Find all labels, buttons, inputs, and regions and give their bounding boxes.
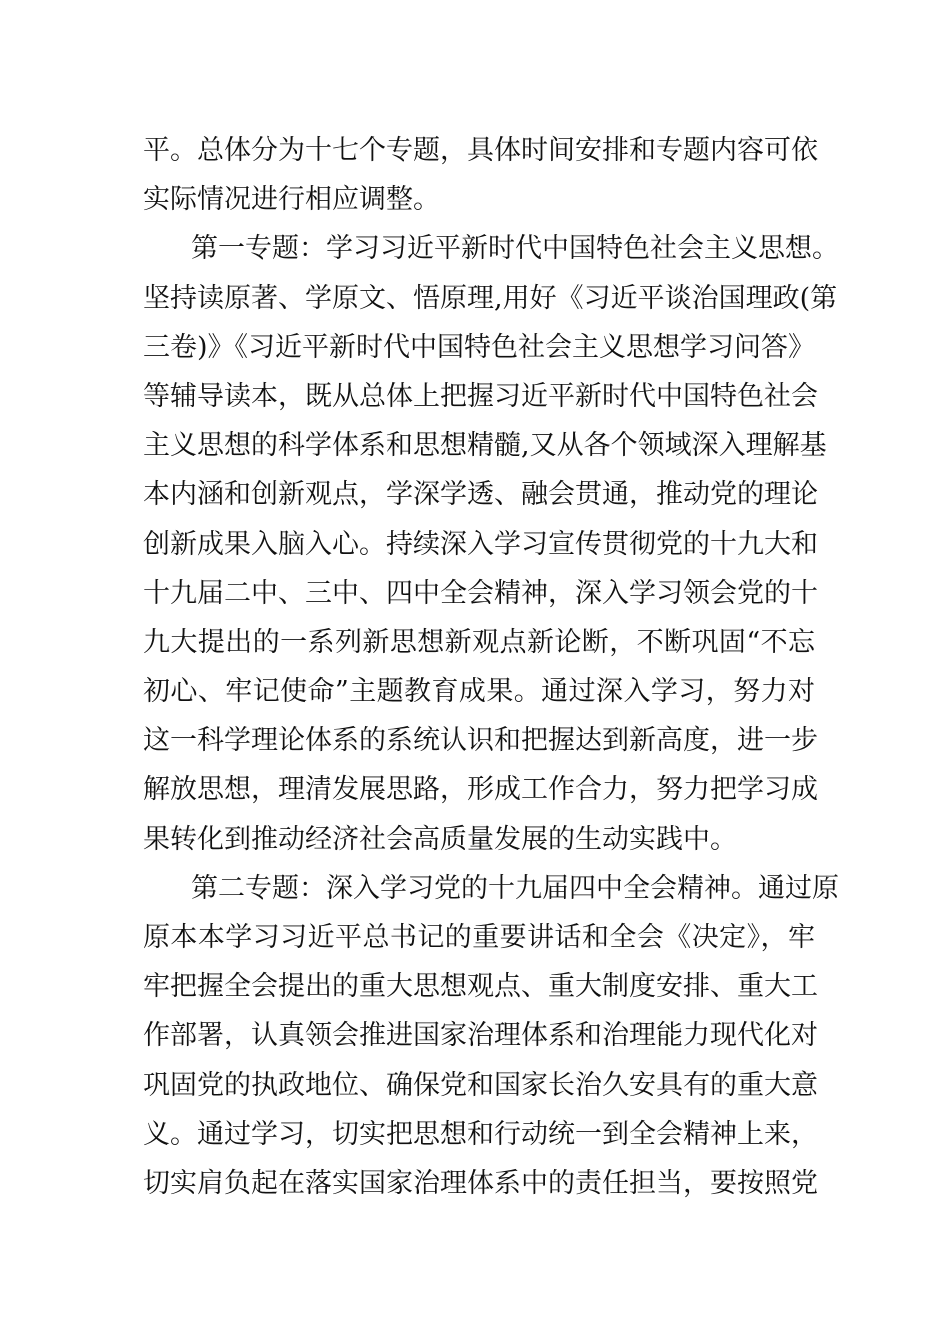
text-line: 果转化到推动经济社会高质量发展的生动实践中。 xyxy=(143,823,737,855)
section-heading-line: 第一专题：学习习近平新时代中国特色社会主义思想。 xyxy=(191,233,839,265)
text-line: 解放思想，理清发展思路，形成工作合力，努力把学习成 xyxy=(143,774,818,806)
text-line: 创新成果入脑入心。持续深入学习宣传贯彻党的十九大和 xyxy=(143,528,818,560)
text-line: 初心、牢记使命”主题教育成果。通过深入学习，努力对 xyxy=(143,676,815,708)
text-line: 主义思想的科学体系和思想精髓,又从各个领域深入理解基 xyxy=(143,430,827,462)
section-heading-line: 第二专题：深入学习党的十九届四中全会精神。通过原 xyxy=(191,872,839,904)
text-line: 实际情况进行相应调整。 xyxy=(143,184,440,216)
text-line: 巩固党的执政地位、确保党和国家长治久安具有的重大意 xyxy=(143,1069,818,1101)
text-line: 等辅导读本，既从总体上把握习近平新时代中国特色社会 xyxy=(143,380,818,412)
text-line: 平。总体分为十七个专题，具体时间安排和专题内容可依 xyxy=(143,135,818,166)
text-line: 九大提出的一系列新思想新观点新论断，不断巩固“不忘 xyxy=(143,626,815,658)
text-line: 坚持读原著、学原文、悟原理,用好《习近平谈治国理政(第 xyxy=(143,282,838,314)
text-line: 十九届二中、三中、四中全会精神，深入学习领会党的十 xyxy=(143,577,818,609)
text-line: 作部署，认真领会推进国家治理体系和治理能力现代化对 xyxy=(143,1020,818,1052)
text-line: 这一科学理论体系的系统认识和把握达到新高度，进一步 xyxy=(143,725,818,757)
text-line: 三卷)》《习近平新时代中国特色社会主义思想学习问答》 xyxy=(143,331,816,363)
text-line: 义。通过学习，切实把思想和行动统一到全会精神上来， xyxy=(143,1118,818,1150)
text-line: 原本本学习习近平总书记的重要讲话和全会《决定》，牢 xyxy=(143,922,815,953)
text-line: 牢把握全会提出的重大思想观点、重大制度安排、重大工 xyxy=(143,971,818,1003)
text-line: 切实肩负起在落实国家治理体系中的责任担当，要按照党 xyxy=(143,1167,818,1199)
body-text xyxy=(143,126,839,1208)
text-line: 本内涵和创新观点，学深学透、融会贯通，推动党的理论 xyxy=(143,479,818,511)
